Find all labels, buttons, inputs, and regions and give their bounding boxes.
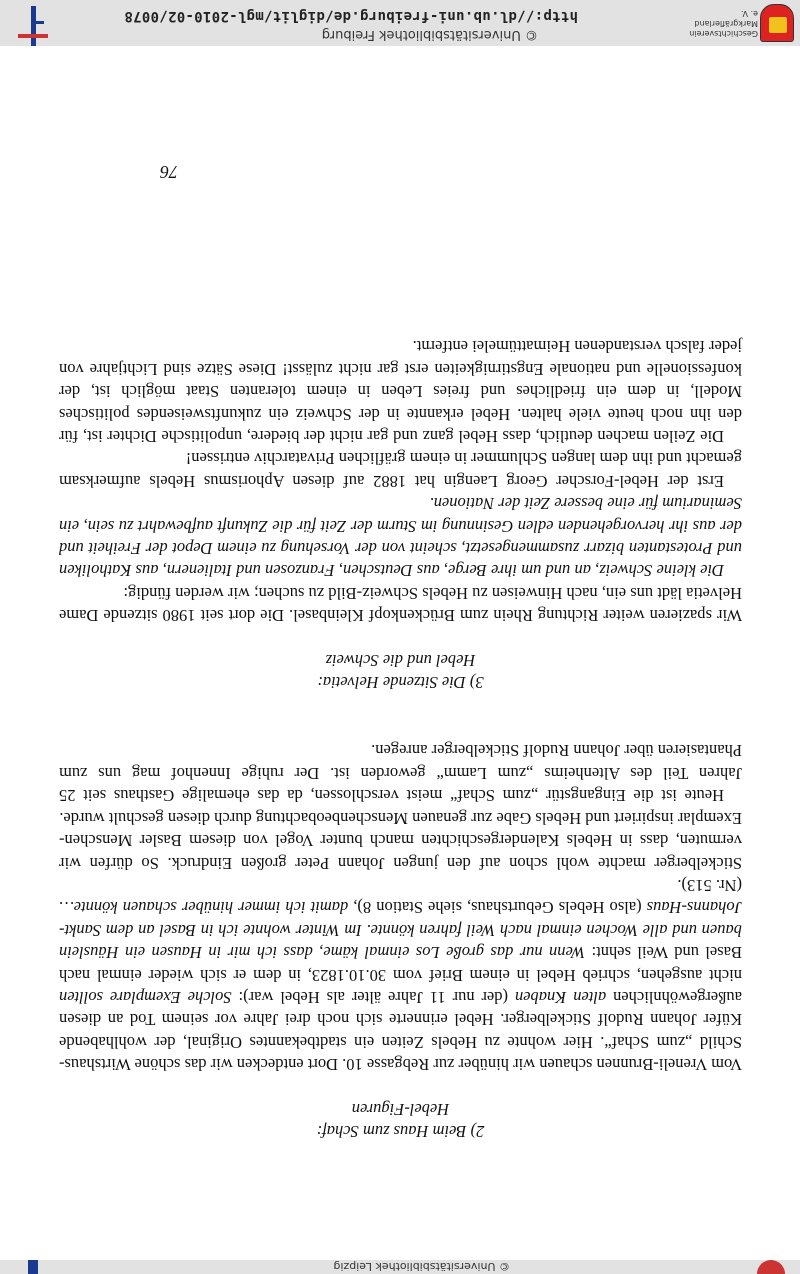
- paragraph: Vom Vreneli-Brunnen schauen wir hinüber zur Rebgasse 10. Dort entdecken wir das schöne Wirtshaus-Schild „zum Schaf“. Hier wohnte zu Hebels Zeiten ein stadtbekanntes Original, der wohlhabende Küfer Johann Rudolf Stickelberger. Hebel erinnerte sich noch drei Jahre vor seinem Tod an diesen außergewöhnlichen alten Knaben (der nur 11 Jahre älter als Hebel war): Solche Exemplare sollten nicht ausgehen, schrieb Hebel in einem Brief vom 30.10.1823, in dem er sich wieder einmal nach Basel und Weil sehnt: Wenn nur das große Los einmal käme, dass ich mir in Hausen ein Häuslein bauen und alle Wochen einmal nach Weil fahren könnte. Im Winter wohnte ich in Basel an dem Sankt-Johanns-Haus (also Hebels Geburtshaus, siehe Station 8), damit ich immer hinüber schauen könnte… (Nr. 513).: [58, 875, 742, 1075]
- page-body: [59, 335, 742, 1142]
- kit-logo-icon: [18, 6, 48, 46]
- footer-copyright: © Universitätsbibliothek Freiburg: [321, 27, 538, 42]
- library-credit: © Universitätsbibliothek Leipzig: [333, 1260, 510, 1273]
- paragraph: Heute ist die Eingangstür „zum Schaf“ meist verschlossen, da das ehemalige Gasthaus seit 25 Jahren Teil des Altenheims „zum Lamm“ geworden ist. Der ruhige Innenhof mag uns zum Phantasieren über Johann Rudolf Stickelberger anregen.: [59, 741, 742, 806]
- quote: Die kleine Schweiz, an und um ihre Berge, aus Deutschen, Franzosen und Italienern, aus Katholiken und Protestanten bizarr zusammengesetzt, scheint von der Vorsehung zu einem Depot der Freiheit und der aus ihr hervorgehenden edlen Gesinnung im Sturm der Zeit für die Zukunft aufbewahrt zu sein, ein Seminarium für eine bessere Zeit der Nationen.: [59, 494, 742, 581]
- page-number: 76: [160, 162, 178, 182]
- kit-logo-fragment: [28, 1260, 38, 1274]
- footer-banner: [0, 0, 800, 46]
- society-name: Geschichtsverein Markgräflerland e. V.: [689, 9, 758, 38]
- paragraph: Erst der Hebel-Forscher Georg Laengin hat 1882 auf diesen Aphorismus Hebels aufmerksam gemacht und ihn dem langen Schlummer in einem gräflichen Privatarchiv entrissen!: [59, 449, 742, 491]
- paragraph: Die Zeilen machen deutlich, dass Hebel ganz und gar nicht der biedere, unpolitische Dichter ist, für den ihn noch heute viele halten. Hebel erkannte in der Schweiz ein zukunftsweisendes politisches Modell, in dem ein friedliches und freies Leben in einem toleranten Staat möglich ist, der konfessionelle und nationale Engstirnigkeiten erst gar nicht zulässt! Diese Sätze sind Lichtjahre von jeder falsch verstandenen Heimattümelei entfernt.: [59, 337, 742, 447]
- section-heading: 3) Die Sitzende Helvetia:: [317, 673, 484, 693]
- library-banner: [0, 1260, 800, 1274]
- section-subheading: Hebel-Figuren: [351, 1099, 450, 1119]
- library-logo: [757, 1260, 785, 1274]
- paragraph: Stickelberger machte wohl schon auf den jungen Johann Peter großen Eindruck. So dürfen wir vermuten, dass in Hebels Kalendergeschichten manch bunter Vogel von diesem Basler Menschen-Exemplar inspiriert und Hebels Gabe zur genauen Menschenbeobachtung durch diesen geschult wurde.: [59, 808, 742, 873]
- section-heading: 2) Beim Haus zum Schaf:: [316, 1122, 485, 1141]
- footer-url[interactable]: http://dl.ub.uni-freiburg.de/diglit/mgl-2010-02/0078: [124, 8, 578, 24]
- paragraph: Wir spazieren weiter Richtung Rhein zum Brückenkopf Kleinbasel. Die dort seit 1980 sitzende Dame Helvetia lädt uns ein, nach Hinweisen zu Hebels Schweiz-Bild zu suchen; wir werden fündig:: [59, 583, 742, 626]
- society-seal-icon: [760, 4, 794, 42]
- section-subheading: Hebel und die Schweiz: [325, 650, 476, 670]
